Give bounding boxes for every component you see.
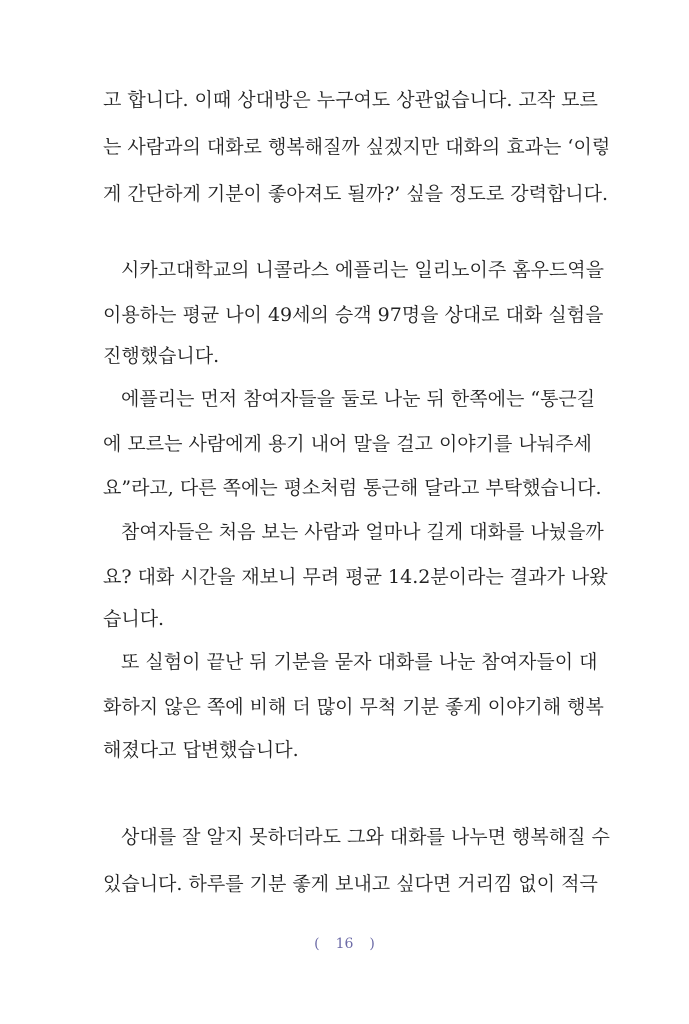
page-number-open: (	[314, 936, 320, 952]
text-line: 참여자들은 처음 보는 사람과 얼마나 길게 대화를 나눴을까	[121, 521, 604, 543]
text-line: 화하지 않은 쪽에 비해 더 많이 무척 기분 좋게 이야기해 행복	[103, 696, 604, 718]
text-line: 진행했습니다.	[103, 345, 220, 367]
text-line: 습니다.	[103, 608, 165, 630]
text-line: 해졌다고 답변했습니다.	[103, 739, 299, 761]
page-number-value: 16	[335, 936, 354, 952]
text-line: 고 합니다. 이때 상대방은 누구여도 상관없습니다. 고작 모르	[103, 89, 598, 111]
page-number-close: )	[369, 936, 375, 952]
text-line: 이용하는 평균 나이 49세의 승객 97명을 상대로 대화 실험을	[103, 304, 604, 326]
text-line: 는 사람과의 대화로 행복해질까 싶겠지만 대화의 효과는 ‘이렇	[103, 136, 611, 158]
text-line: 에플리는 먼저 참여자들을 둘로 나눈 뒤 한쪽에는 “통근길	[121, 388, 596, 410]
page-number	[0, 936, 689, 952]
text-line: 있습니다. 하루를 기분 좋게 보내고 싶다면 거리낌 없이 적극	[103, 873, 598, 895]
text-line: 에 모르는 사람에게 용기 내어 말을 걸고 이야기를 나눠주세	[103, 433, 592, 455]
text-line: 요”라고, 다른 쪽에는 평소처럼 통근해 달라고 부탁했습니다.	[103, 477, 602, 499]
text-line: 시카고대학교의 니콜라스 에플리는 일리노이주 홈우드역을	[121, 259, 605, 281]
text-line: 게 간단하게 기분이 좋아져도 될까?’ 싶을 정도로 강력합니다.	[103, 183, 609, 205]
text-line: 상대를 잘 알지 못하더라도 그와 대화를 나누면 행복해질 수	[121, 826, 610, 848]
text-line: 또 실험이 끝난 뒤 기분을 묻자 대화를 나눈 참여자들이 대	[121, 651, 598, 673]
text-line: 요? 대화 시간을 재보니 무려 평균 14.2분이라는 결과가 나왔	[103, 566, 608, 588]
